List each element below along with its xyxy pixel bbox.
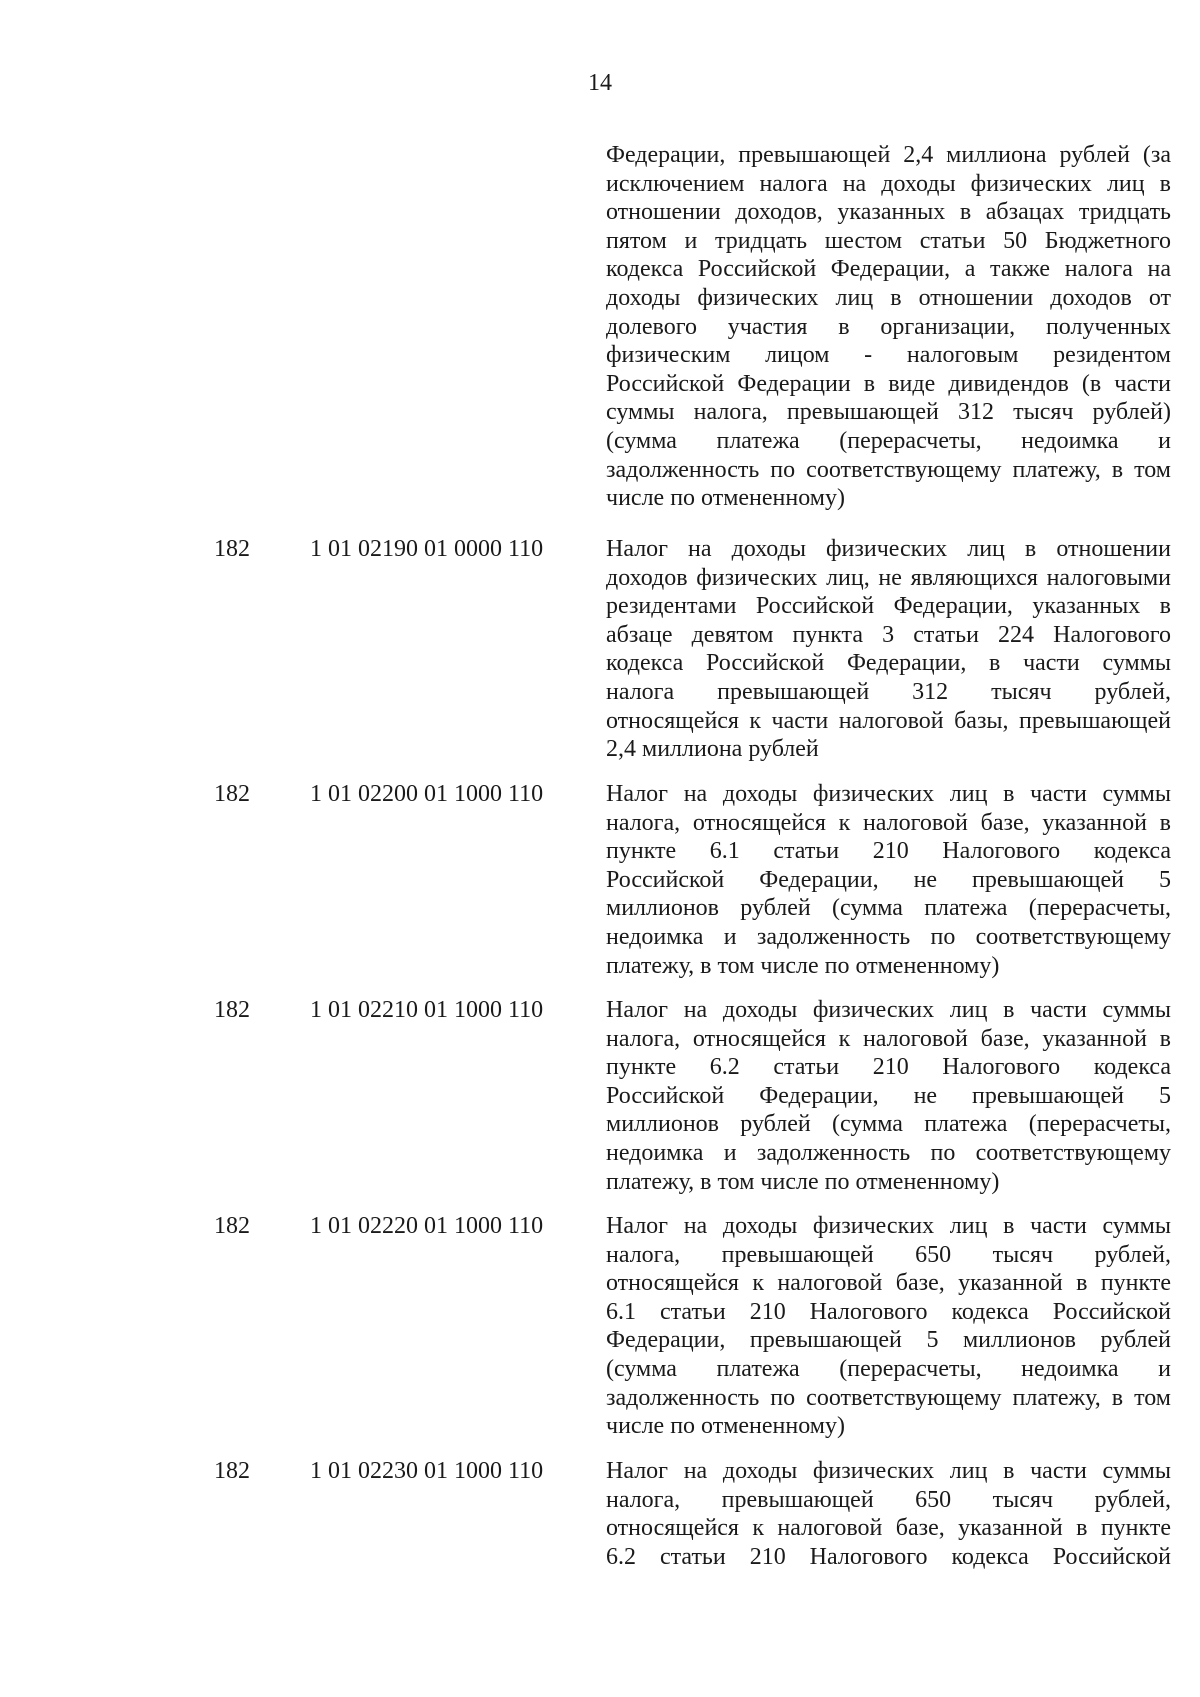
entry-description xyxy=(606,996,1171,1196)
description-line: задолженность по соответствующему платежу, в том xyxy=(606,456,1171,483)
description-line: долевого участия в организации, полученных xyxy=(606,313,1171,340)
description-line: Налог на доходы физических лиц в отношении xyxy=(606,536,1171,562)
admin-code: 182 xyxy=(214,997,250,1023)
description-line: Российской Федерации в виде дивидендов (в части xyxy=(606,370,1171,397)
entry-description xyxy=(606,1457,1171,1571)
kbk-code: 1 01 02230 01 1000 110 xyxy=(310,1458,544,1484)
description-line: кодекса Российской Федерации, в части суммы xyxy=(606,650,1171,677)
description-line: 6.2 статьи 210 Налогового кодекса Российской xyxy=(606,1543,1171,1570)
description-line: суммы налога, превышающей 312 тысяч рублей) xyxy=(606,399,1171,426)
description-line: отношении доходов, указанных в абзацах тридцать xyxy=(606,199,1171,226)
description-line: физическим лицом - налоговым резидентом xyxy=(606,342,1171,369)
admin-code: 182 xyxy=(214,536,250,562)
kbk-code: 1 01 02200 01 1000 110 xyxy=(310,781,544,807)
description-line: Налог на доходы физических лиц в части суммы xyxy=(606,1213,1171,1239)
description-line: налога, превышающей 650 тысяч рублей, xyxy=(606,1486,1171,1513)
description-line: числе по отмененному) xyxy=(606,1413,845,1440)
description-line: Федерации, превышающей 2,4 миллиона рублей (за xyxy=(606,142,1171,168)
description-line: относящейся к части налоговой базы, превышающей xyxy=(606,707,1171,734)
description-line: налога, относящейся к налоговой базе, указанной в xyxy=(606,1025,1171,1052)
kbk-code: 1 01 02190 01 0000 110 xyxy=(310,536,544,562)
description-line: резидентами Российской Федерации, указанных в xyxy=(606,593,1171,620)
description-line: 6.1 статьи 210 Налогового кодекса Российской xyxy=(606,1298,1171,1325)
entry-description xyxy=(606,1212,1171,1441)
description-line: относящейся к налоговой базе, указанной в пункте xyxy=(606,1515,1171,1542)
description-line: Налог на доходы физических лиц в части суммы xyxy=(606,1458,1171,1484)
description-line: пятом и тридцать шестом статьи 50 Бюджетного xyxy=(606,227,1171,254)
description-line: пункте 6.1 статьи 210 Налогового кодекса xyxy=(606,838,1171,865)
description-line: налога, превышающей 650 тысяч рублей, xyxy=(606,1241,1171,1268)
description-line: доходов физических лиц, не являющихся налоговыми xyxy=(606,564,1171,591)
description-line: (сумма платежа (перерасчеты, недоимка и xyxy=(606,427,1171,454)
admin-code: 182 xyxy=(214,1213,250,1239)
description-line: миллионов рублей (сумма платежа (перерасчеты, xyxy=(606,1111,1171,1138)
admin-code: 182 xyxy=(214,1458,250,1484)
kbk-code: 1 01 02210 01 1000 110 xyxy=(310,997,544,1023)
description-line: платежу, в том числе по отмененному) xyxy=(606,952,1000,979)
description-line: налога превышающей 312 тысяч рублей, xyxy=(606,678,1171,705)
description-line: платежу, в том числе по отмененному) xyxy=(606,1168,1000,1195)
description-line: 2,4 миллиона рублей xyxy=(606,736,819,763)
description-line: числе по отмененному) xyxy=(606,485,845,512)
page-number: 14 xyxy=(588,70,612,96)
description-line: (сумма платежа (перерасчеты, недоимка и xyxy=(606,1355,1171,1382)
continued-description xyxy=(606,141,1171,513)
description-line: относящейся к налоговой базе, указанной в пункте xyxy=(606,1270,1171,1297)
description-line: доходы физических лиц в отношении доходов от xyxy=(606,284,1171,311)
description-line: недоимка и задолженность по соответствующему xyxy=(606,923,1171,950)
description-line: налога, относящейся к налоговой базе, указанной в xyxy=(606,809,1171,836)
kbk-code: 1 01 02220 01 1000 110 xyxy=(310,1213,544,1239)
description-line: Налог на доходы физических лиц в части суммы xyxy=(606,997,1171,1023)
description-line: абзаце девятом пункта 3 статьи 224 Налогового xyxy=(606,621,1171,648)
entry-description xyxy=(606,535,1171,764)
description-line: исключением налога на доходы физических лиц в xyxy=(606,170,1171,197)
description-line: Налог на доходы физических лиц в части суммы xyxy=(606,781,1171,807)
description-line: задолженность по соответствующему платежу, в том xyxy=(606,1384,1171,1411)
description-line: пункте 6.2 статьи 210 Налогового кодекса xyxy=(606,1054,1171,1081)
description-line: кодекса Российской Федерации, а также налога на xyxy=(606,256,1171,283)
description-line: Федерации, превышающей 5 миллионов рублей xyxy=(606,1327,1171,1354)
description-line: Российской Федерации, не превышающей 5 xyxy=(606,1082,1171,1109)
description-line: недоимка и задолженность по соответствующему xyxy=(606,1139,1171,1166)
description-line: миллионов рублей (сумма платежа (перерасчеты, xyxy=(606,895,1171,922)
entry-description xyxy=(606,780,1171,980)
admin-code: 182 xyxy=(214,781,250,807)
description-line: Российской Федерации, не превышающей 5 xyxy=(606,866,1171,893)
